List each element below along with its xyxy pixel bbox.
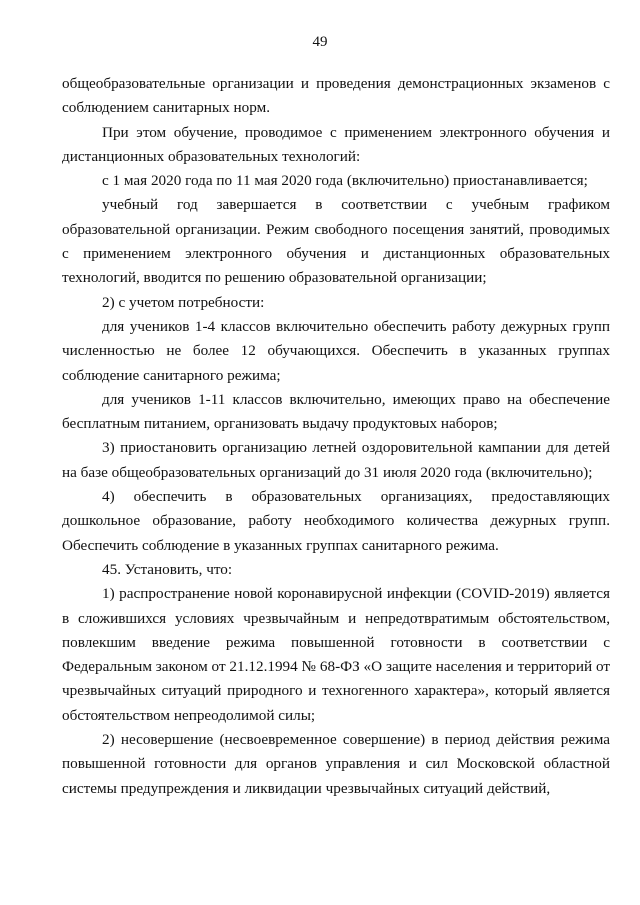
paragraph: 2) несовершение (несвоевременное совершение) в период действия режима повышенной готовности для органов управления и сил Московской областной системы предупреждения и ликвидации чрезвычайных ситуаций действий,: [62, 731, 610, 797]
paragraph: 45. Установить, что:: [102, 560, 233, 578]
paragraph: При этом обучение, проводимое с применением электронного обучения и дистанционных образовательных технологий:: [62, 123, 610, 165]
paragraph: общеобразовательные организации и проведения демонстрационных экзаменов с соблюдением санитарных норм.: [62, 75, 610, 117]
paragraph: 3) приостановить организацию летней оздоровительной кампании для детей на базе общеобразовательных организаций до 31 июля 2020 года (включительно);: [62, 439, 610, 481]
document-body: [62, 72, 610, 801]
paragraph: учебный год завершается в соответствии с учебным графиком образовательной организации. Режим свободного посещения занятий, проводимых с применением электронного обучения и дистанционных образовательных технологий, вводится по решению образовательной организации;: [62, 196, 610, 287]
paragraph: для учеников 1-4 классов включительно обеспечить работу дежурных групп численностью не более 12 обучающихся. Обеспечить в указанных группах соблюдение санитарного режима;: [62, 317, 610, 384]
paragraph: с 1 мая 2020 года по 11 мая 2020 года (включительно) приостанавливается;: [102, 172, 588, 190]
page-number: 49: [312, 34, 328, 50]
paragraph: 4) обеспечить в образовательных организациях, предоставляющих дошкольное образование, работу необходимого количества дежурных групп. Обеспечить соблюдение в указанных группах санитарного режима.: [62, 488, 610, 554]
paragraph: 1) распространение новой коронавирусной инфекции (COVID-2019) является в сложившихся условиях чрезвычайным и непредотвратимым обстоятельством, повлекшим введение режима повышенной готовности в соответствии с Федеральным законом от 21.12.1994 № 68-ФЗ «О защите населения и территорий от чрезвычайных ситуаций природного и техногенного характера», который является обстоятельством непреодолимой силы;: [62, 585, 610, 724]
paragraph: для учеников 1-11 классов включительно, имеющих право на обеспечение бесплатным питанием, организовать выдачу продуктовых наборов;: [62, 390, 610, 433]
paragraph: 2) с учетом потребности:: [102, 293, 265, 311]
